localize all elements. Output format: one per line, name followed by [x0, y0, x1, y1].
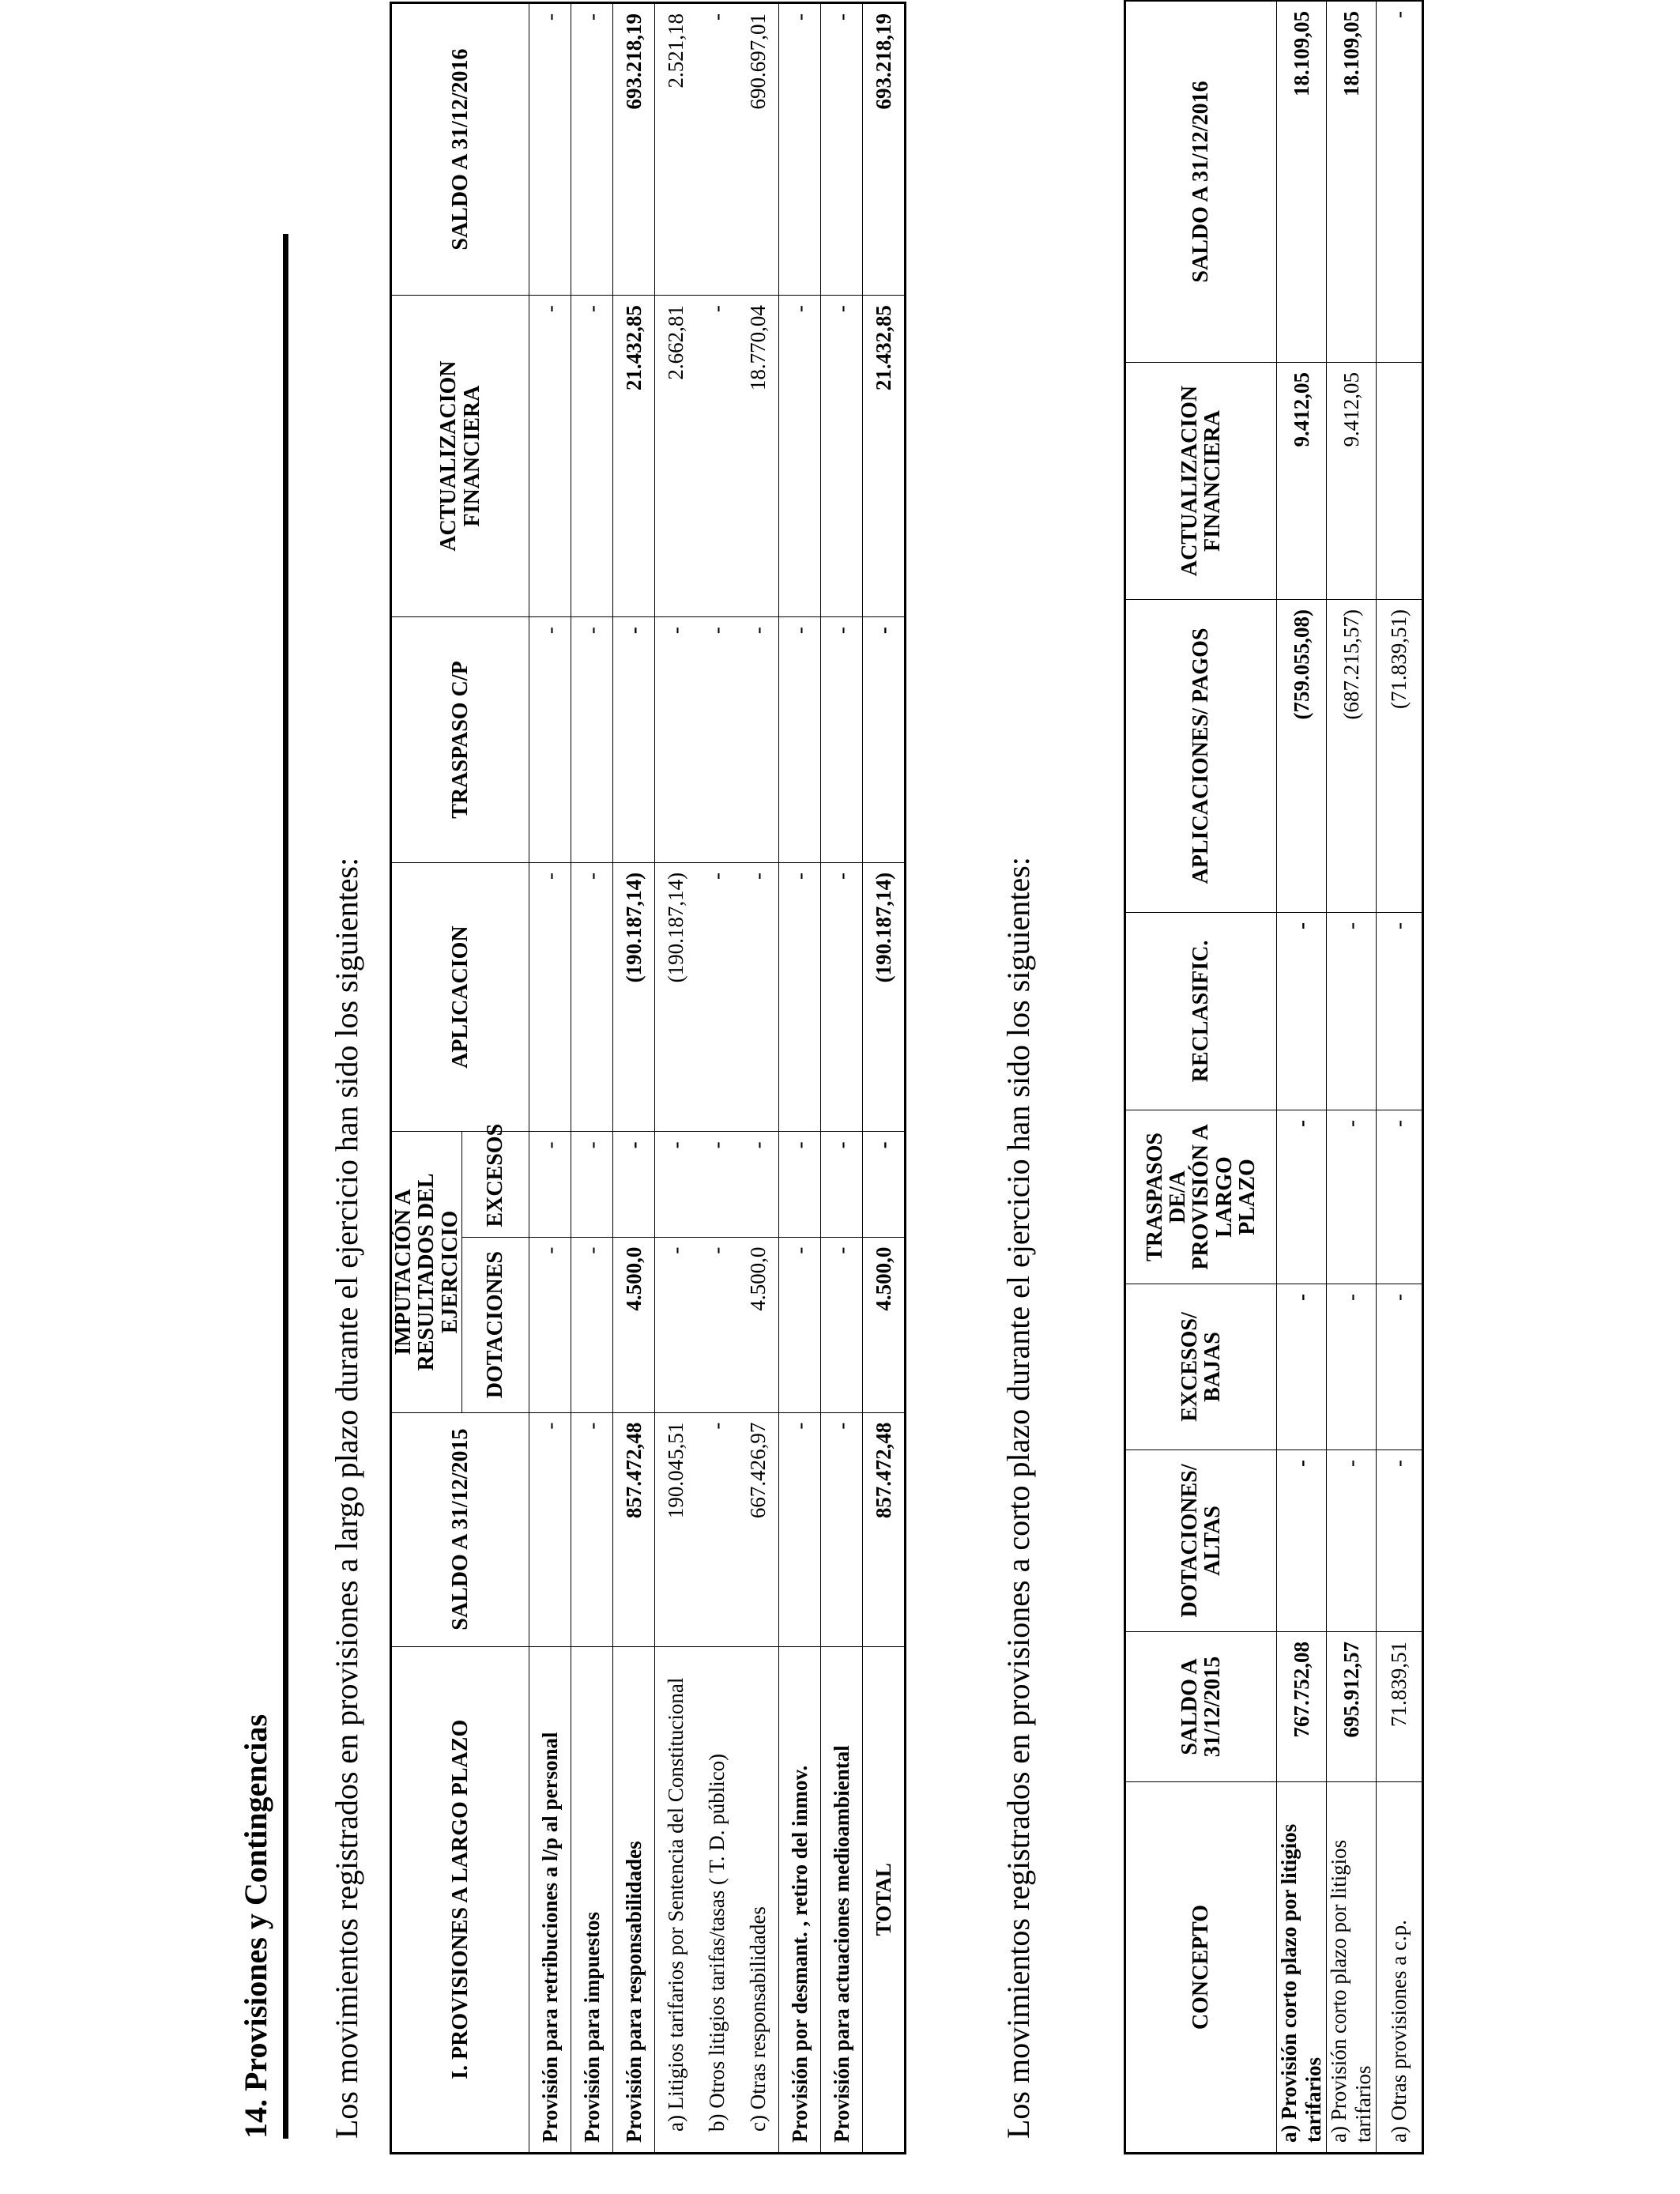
table-cell: (190.187,14)	[613, 862, 655, 1131]
table-cell: -	[779, 862, 821, 1131]
table-cell: -	[696, 1132, 737, 1237]
table-cell: 190.045,51	[655, 1412, 697, 1646]
table-cell: -	[737, 617, 779, 863]
header-reclasific: RECLASIFIC.	[1125, 913, 1277, 1110]
table-cell: -	[821, 1237, 863, 1412]
intro-long-term: Los movimientos registrados en provisiones a largo plazo durante el ejercicio han sido los siguientes:	[329, 857, 364, 2139]
table-cell: -	[571, 617, 613, 863]
table-cell: TOTAL	[863, 1646, 906, 2153]
table-cell: -	[821, 3, 863, 296]
table-cell: 18.109,05	[1277, 1, 1327, 363]
table-cell: -	[1277, 913, 1327, 1110]
table-cell: -	[571, 3, 613, 296]
table-cell: (71.839,51)	[1377, 600, 1423, 913]
table-cell: -	[1327, 1110, 1377, 1284]
section-title: 14. Provisiones y Contingencias	[238, 1713, 273, 2139]
table-cell: -	[696, 1237, 737, 1412]
table-cell: -	[779, 1412, 821, 1646]
table-cell: -	[696, 1412, 737, 1646]
table-cell: -	[737, 1132, 779, 1237]
table-cell: 21.432,85	[613, 296, 655, 617]
table-cell: -	[529, 1132, 571, 1237]
table-cell: 2.521,18	[655, 3, 697, 296]
table-cell: -	[821, 1132, 863, 1237]
table-cell: 4.500,0	[613, 1237, 655, 1412]
table-cell: Provisión para impuestos	[571, 1646, 613, 2153]
table-cell: -	[529, 617, 571, 863]
table-row	[571, 3, 613, 2154]
table-row	[1277, 1, 1327, 2154]
header-saldo-2015: SALDO A 31/12/2015	[1125, 1632, 1277, 1782]
table-cell: (759.055,08)	[1277, 600, 1327, 913]
table-cell: 2.662,81	[655, 296, 697, 617]
table-cell: -	[1277, 1450, 1327, 1632]
table-cell: a) Provisión corto plazo por litigios tarifarios	[1327, 1782, 1377, 2154]
header-excesos: EXCESOS	[462, 1132, 529, 1237]
table-cell: 667.426,97	[737, 1412, 779, 1646]
header-imputacion: IMPUTACIÓN A RESULTADOS DEL EJERCICIO	[391, 1132, 462, 1412]
table-row	[821, 3, 863, 2154]
header-traspaso: TRASPASO C/P	[391, 617, 529, 863]
table-cell: -	[1377, 1450, 1423, 1632]
table-cell: -	[1327, 913, 1377, 1110]
table-cell: (687.215,57)	[1327, 600, 1377, 913]
table-cell: -	[529, 296, 571, 617]
table-cell: 9.412,05	[1277, 363, 1327, 600]
table-cell: 9.412,05	[1327, 363, 1377, 600]
table-cell: -	[1327, 1450, 1377, 1632]
table-cell: 4.500,0	[863, 1237, 906, 1412]
table-cell: 21.432,85	[863, 296, 906, 617]
table-cell: a) Provisión corto plazo por litigios tarifarios	[1277, 1782, 1327, 2154]
table-cell: -	[779, 3, 821, 296]
table-cell: 857.472,48	[863, 1412, 906, 1646]
table-cell: Provisión para actuaciones medioambiental	[821, 1646, 863, 2153]
table-cell: 18.770,04	[737, 296, 779, 617]
table-cell	[1377, 363, 1423, 600]
table-cell: -	[529, 1237, 571, 1412]
table-cell: (190.187,14)	[655, 862, 697, 1131]
table-cell: -	[1277, 1110, 1327, 1284]
table-cell: -	[779, 617, 821, 863]
table-row	[1327, 1, 1377, 2154]
table-cell: -	[571, 862, 613, 1131]
table-cell: -	[696, 617, 737, 863]
table-cell: -	[821, 1412, 863, 1646]
header-dotaciones-altas: DOTACIONES/ ALTAS	[1125, 1450, 1277, 1632]
table-cell: a) Litigios tarifarios por Sentencia del Constitucional	[655, 1646, 697, 2153]
table-cell: -	[529, 3, 571, 296]
table-cell: -	[821, 296, 863, 617]
table-cell: Provisión por desmant. , retiro del inmov.	[779, 1646, 821, 2153]
table-cell: -	[863, 617, 906, 863]
table-row	[737, 3, 779, 2154]
table-cell: -	[821, 617, 863, 863]
table-cell: -	[863, 1132, 906, 1237]
intro-short-term: Los movimientos registrados en provisiones a corto plazo durante el ejercicio han sido los siguientes:	[1000, 857, 1036, 2139]
table-cell: -	[655, 1132, 697, 1237]
table-cell: -	[696, 862, 737, 1131]
table-row	[613, 3, 655, 2154]
header-saldo-2015: SALDO A 31/12/2015	[391, 1412, 529, 1646]
table-cell: -	[821, 862, 863, 1131]
table-cell: 767.752,08	[1277, 1632, 1327, 1782]
table-cell: Provisión para responsabilidades	[613, 1646, 655, 2153]
header-saldo-2016: SALDO A 31/12/2016	[1125, 1, 1277, 363]
table-cell: -	[613, 617, 655, 863]
table-cell: a) Otras provisiones a c.p.	[1377, 1782, 1423, 2154]
header-concept: I. PROVISIONES A LARGO PLAZO	[391, 1646, 529, 2153]
table-cell: 690.697,01	[737, 3, 779, 296]
table-cell: 4.500,0	[737, 1237, 779, 1412]
table-cell: 695.912,57	[1327, 1632, 1377, 1782]
table-cell: -	[696, 3, 737, 296]
header-actualizacion: ACTUALIZACION FINANCIERA	[391, 296, 529, 617]
table-cell: -	[613, 1132, 655, 1237]
table-cell: 693.218,19	[863, 3, 906, 296]
table-cell: -	[571, 1237, 613, 1412]
table-cell: -	[571, 1412, 613, 1646]
table-cell: -	[779, 1237, 821, 1412]
table-cell: 693.218,19	[613, 3, 655, 296]
table-cell: -	[696, 296, 737, 617]
table-row	[863, 3, 906, 2154]
table-cell: 71.839,51	[1377, 1632, 1423, 1782]
header-saldo-2016: SALDO A 31/12/2016	[391, 3, 529, 296]
table-cell: -	[529, 862, 571, 1131]
table-cell: Provisión para retribuciones a l/p al personal	[529, 1646, 571, 2153]
table-cell: c) Otras responsabilidades	[737, 1646, 779, 2153]
table-cell: 857.472,48	[613, 1412, 655, 1646]
table-cell: -	[1377, 1, 1423, 363]
table-cell: b) Otros litigios tarifas/tasas ( T. D. público)	[696, 1646, 737, 2153]
table-cell: -	[1377, 913, 1423, 1110]
table-cell: -	[1277, 1284, 1327, 1450]
table-cell: (190.187,14)	[863, 862, 906, 1131]
table-cell: -	[571, 296, 613, 617]
table-row	[529, 3, 571, 2154]
header-traspasos: TRASPASOS DE/A PROVISIÓN A LARGO PLAZO	[1125, 1110, 1277, 1284]
table-cell: -	[1377, 1284, 1423, 1450]
table-row	[779, 3, 821, 2154]
long-term-provisions-table	[390, 2, 906, 2154]
short-term-provisions-table	[1124, 0, 1424, 2154]
table-row	[655, 3, 697, 2154]
table-cell: -	[571, 1132, 613, 1237]
header-excesos-bajas: EXCESOS/ BAJAS	[1125, 1284, 1277, 1450]
table-row	[1377, 1, 1423, 2154]
header-actualizacion: ACTUALIZACION FINANCIERA	[1125, 363, 1277, 600]
header-aplicaciones-pagos: APLICACIONES/ PAGOS	[1125, 600, 1277, 913]
header-dotaciones: DOTACIONES	[462, 1237, 529, 1412]
table-cell: -	[655, 617, 697, 863]
table-row	[696, 3, 737, 2154]
title-underline	[283, 234, 288, 2139]
table-cell: 18.109,05	[1327, 1, 1377, 363]
table-cell: -	[779, 1132, 821, 1237]
table-cell: -	[529, 1412, 571, 1646]
table-cell: -	[779, 296, 821, 617]
header-concepto: CONCEPTO	[1125, 1782, 1277, 2154]
table-cell: -	[655, 1237, 697, 1412]
table-cell: -	[737, 862, 779, 1131]
table-cell: -	[1377, 1110, 1423, 1284]
header-aplicacion: APLICACION	[391, 862, 529, 1131]
table-cell: -	[1327, 1284, 1377, 1450]
